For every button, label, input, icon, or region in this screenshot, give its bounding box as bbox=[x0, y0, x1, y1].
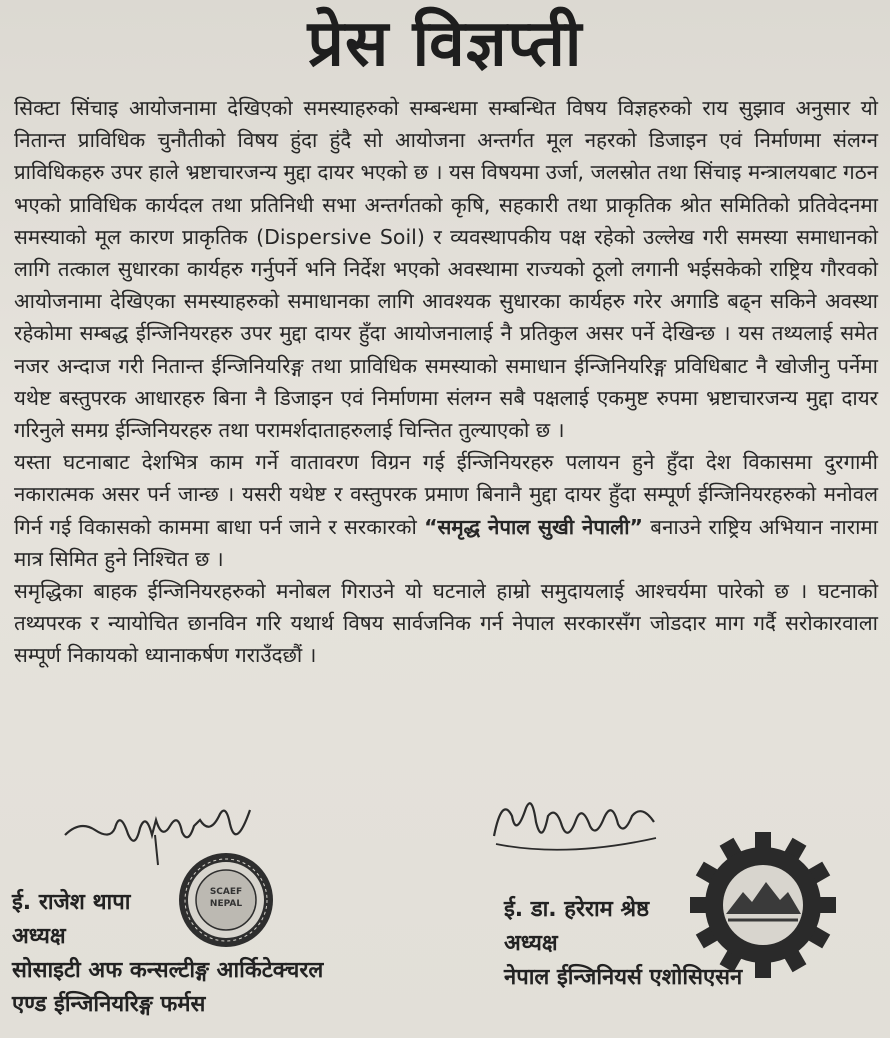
paragraph-2-tail: बनाउने राष्ट्रिय अभियान नारामा मात्र सिमित हुने निश्चित छ । bbox=[14, 514, 878, 571]
paragraph-2 bbox=[14, 446, 878, 575]
signature-right bbox=[486, 786, 676, 866]
page-title: प्रेस विज्ञप्ती bbox=[307, 7, 583, 81]
press-release-body bbox=[14, 92, 878, 672]
slogan: “समृद्ध नेपाल सुखी नेपाली” bbox=[424, 514, 643, 539]
signatory-left-org-2: एण्ड ईन्जिनियरिङ्ग फर्मस bbox=[12, 992, 206, 1017]
signatory-left bbox=[12, 886, 323, 1022]
signatory-right-position: अध्यक्ष bbox=[504, 931, 558, 956]
signatory-right-name: ई. डा. हरेराम श्रेष्ठ bbox=[504, 897, 650, 922]
paragraph-1: सिक्टा सिंचाइ आयोजनामा देखिएको समस्याहरुको सम्बन्धमा सम्बन्धित विषय विज्ञहरुको राय सुझाव अनुसार यो नितान्त प्राविधिक चुनौतीको विषय हुंदा हुंदै सो आयोजना अन्तर्गत मूल नहरको डिजाइन एवं निर्माणमा संलग्न प्राविधिकहरु उपर हाले भ्रष्टाचारजन्य मुद्दा दायर भएको छ । यस विषयमा उर्जा, जलस्रोत तथा सिंचाइ मन्त्रालयबाट गठन भएको प्राविधिक कार्यदल तथा प्रतिनिधी सभा अन्तर्गतको कृषि, सहकारी तथा प्राकृतिक श्रोत समितिको प्रतिवेदनमा समस्याको मूल कारण प्राकृतिक (Dispersive Soil) र व्यवस्थापकीय पक्ष रहेको उल्लेख गरी समस्या समाधानको लागि तत्काल सुधारका कार्यहरु गर्नुपर्ने भनि निर्देश भएको अवस्थामा राज्यको ठूलो लगानी भईसकेको राष्ट्रिय गौरवको आयोजनामा देखिएका समस्याहरुको समाधानका लागि आवश्यक सुधारका कार्यहरु गरेर अगाडि बढ्न सकिने अवस्था रहेकोमा सम्बद्ध ईन्जिनियरहरु उपर मुद्दा दायर हुँदा आयोजनालाई नै प्रतिकुल असर पर्ने देखिन्छ । यस तथ्यलाई समेत नजर अन्दाज गरी नितान्त ईन्जिनियरिङ्ग तथा प्राविधिक समस्याको समाधान ईन्जिनियरिङ्ग प्रविधिबाट नै खोजीनु पर्नेमा यथेष्ट बस्तुपरक आधारहरु बिना नै डिजाइन एवं निर्माणमा संलग्न सबै पक्षलाई एकमुष्ट रुपमा भ्रष्टाचारजन्य मुद्दा दायर गरिनुले समग्र ईन्जिनियरहरु तथा परामर्शदाताहरुलाई चिन्तित तुल्याएको छ । bbox=[14, 96, 878, 443]
signatory-right bbox=[504, 893, 742, 995]
signatory-right-org-1: नेपाल ईन्जिनियर्स एशोसिएसन bbox=[504, 965, 743, 990]
signatory-left-position: अध्यक्ष bbox=[12, 924, 66, 949]
seal-text: SCAEF NEPAL bbox=[209, 887, 243, 909]
paragraph-3: समृद्धिका बाहक ईन्जिनियरहरुको मनोबल गिराउने यो घटनाले हाम्रो समुदायलाई आश्चर्यमा पारेको छ । घटनाको तथ्यपरक र न्यायोचित छानविन गरि यथार्थ विषय सार्वजनिक गर्न नेपाल सरकारसँग जोडदार माग गर्दै सरोकारवाला सम्पूर्ण निकायको ध्यानाकर्षण गराउँदछौं । bbox=[14, 579, 878, 668]
signatory-left-name: ई. राजेश थापा bbox=[12, 890, 131, 915]
signatory-left-org-1: सोसाइटी अफ कन्सल्टीङ्ग आर्किटेक्चरल bbox=[12, 958, 324, 983]
paragraph-2-text: यस्ता घटनाबाट देशभित्र काम गर्ने वातावरण विग्रन गई ईन्जिनियरहरु पलायन हुने हुँदा देश विकासमा दुरगामी नकारात्मक असर पर्न जान्छ । यसरी यथेष्ट र वस्तुपरक प्रमाण बिनानै मुद्दा दायर हुँदा सम्पूर्ण ईन्जिनियरहरुको मनोवल गिर्न गई विकासको काममा बाधा पर्न जाने र सरकारको bbox=[14, 450, 878, 539]
